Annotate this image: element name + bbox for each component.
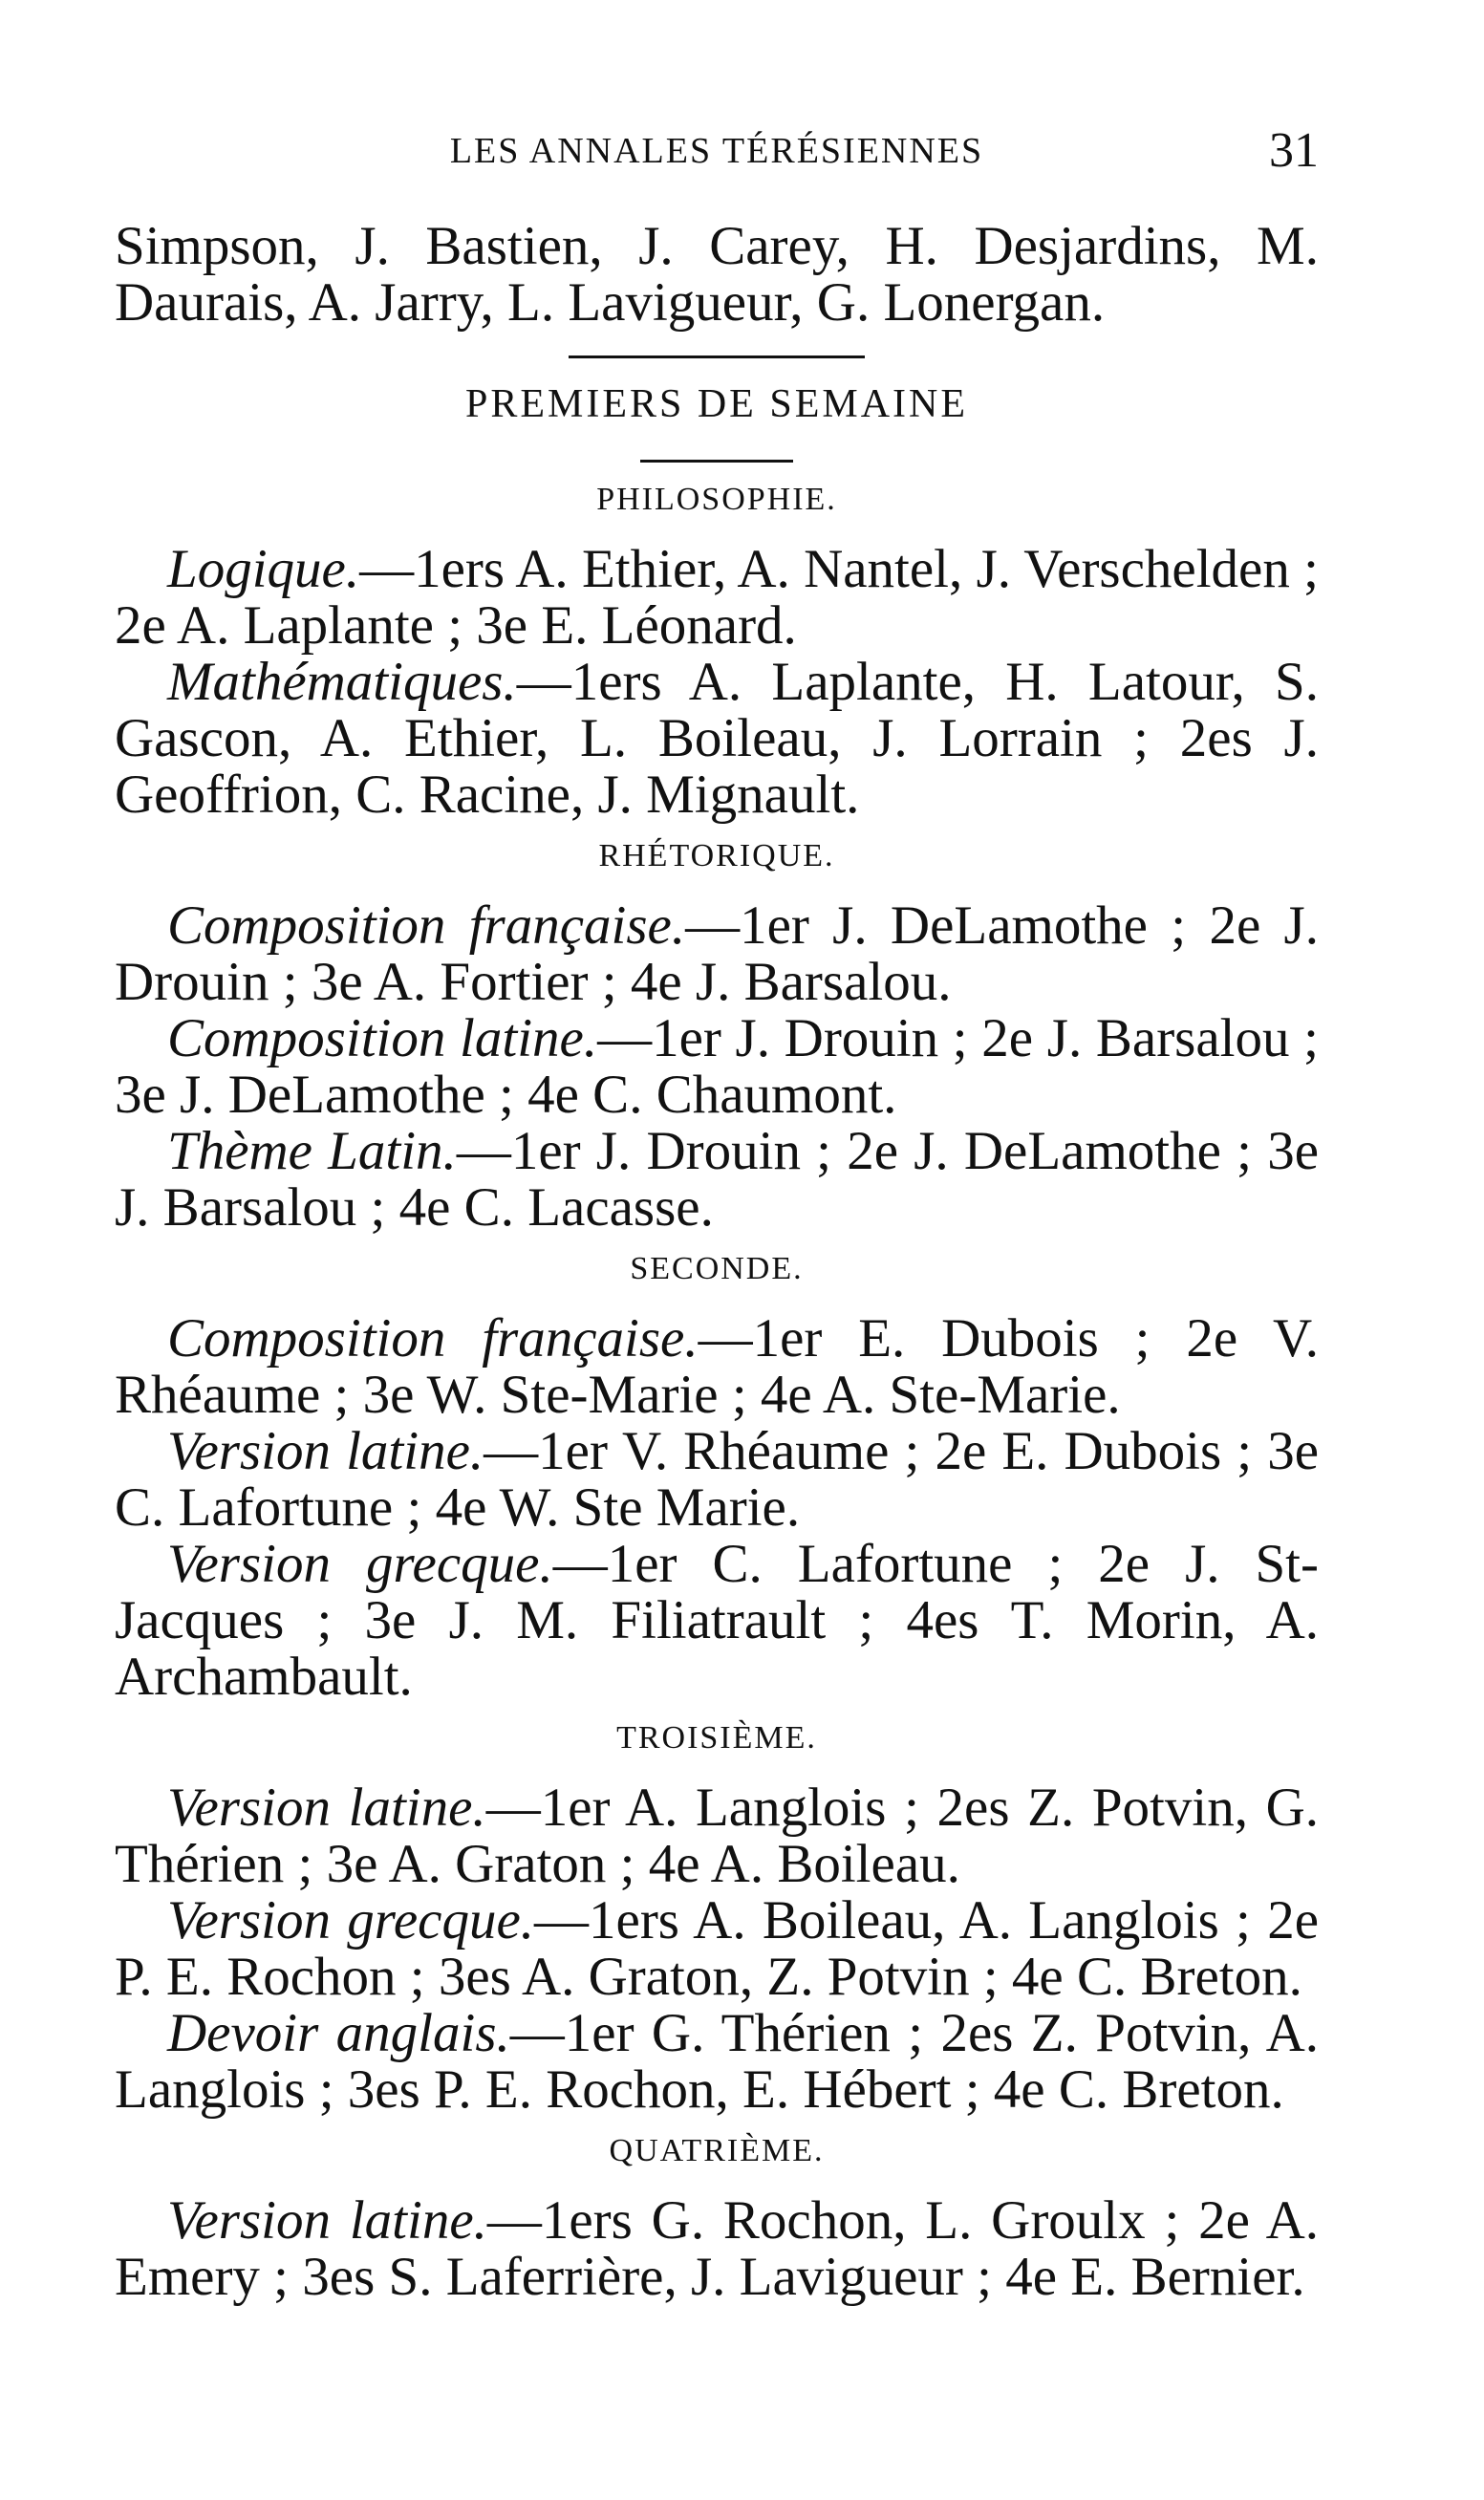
entry-paragraph [115,1123,1319,1236]
section-divider [640,460,793,463]
entry-text: —1er V. Rhéaume ; 2e E. Dubois ; 3e C. Lafortune ; 4e W. Ste Marie. [115,1421,1319,1538]
entry-text: —1er A. Langlois ; 2es Z. Potvin, G. Thérien ; 3e A. Graton ; 4e A. Boileau. [115,1778,1319,1894]
entry-paragraph [115,1310,1319,1423]
entry-label: Logique. [167,539,360,599]
main-heading: PREMIERS DE SEMAINE [464,382,969,426]
entry-text: —1ers A. Boileau, A. Langlois ; 2e P. E. Rochon ; 3es A. Graton, Z. Potvin ; 4e C. Breton. [115,1890,1320,2007]
entry-label: Composition française. [167,895,686,956]
entry-text: —1er C. Lafortune ; 2e J. St-Jacques ; 3e J. M. Filiatrault ; 4es T. Morin, A. Archambault. [115,1534,1320,1707]
entry-label: Mathématiques. [167,652,517,712]
running-head [115,122,1319,180]
entry-label: Version grecque. [167,1534,553,1594]
entry-label: Version latine. [167,1778,486,1838]
entry-paragraph [115,2005,1319,2118]
entry-label: Thème Latin. [167,1121,457,1181]
entry-paragraph [115,1010,1319,1123]
intro-paragraph: Simpson, J. Bastien, J. Carey, H. Desjardins, M. Daurais, A. Jarry, L. Lavigueur, G. Lonergan. [115,216,1319,333]
entry-paragraph [115,1779,1319,1892]
entry-paragraph [115,1536,1319,1705]
entry-text: —1ers A. Ethier, A. Nantel, J. Verschelden ; 2e A. Laplante ; 3e E. Léonard. [115,539,1319,656]
entry-label: Devoir anglais. [167,2003,510,2063]
entry-paragraph [115,1423,1319,1536]
section-heading-quatrieme: QUATRIÈME. [609,2133,825,2168]
page-body [115,218,1319,2305]
entry-paragraph [115,1892,1319,2005]
section-divider [569,356,865,358]
entry-paragraph [115,2192,1319,2305]
section-heading-troisieme: TROISIÈME. [616,1720,817,1756]
entry-text: —1er J. Drouin ; 2e J. DeLamothe ; 3e J. Barsalou ; 4e C. Lacasse. [115,1121,1319,1238]
section-heading-rhetorique: RHÉTORIQUE. [598,838,835,873]
entry-text: —1ers G. Rochon, L. Groulx ; 2e A. Emery ; 3es S. Laferrière, J. Lavigueur ; 4e E. Bernier. [115,2190,1319,2307]
entry-text: —1er E. Dubois ; 2e V. Rhéaume ; 3e W. Ste-Marie ; 4e A. Ste-Marie. [115,1308,1320,1425]
page-number: 31 [1269,123,1319,178]
entry-text: —1er J. DeLamothe ; 2e J. Drouin ; 3e A. Fortier ; 4e J. Barsalou. [115,895,1319,1012]
section-heading-seconde: SECONDE. [630,1251,804,1286]
entry-paragraph [115,541,1319,654]
entry-label: Composition latine. [167,1008,598,1068]
running-title: LES ANNALES TÉRÉSIENNES [449,131,984,171]
entry-label: Version latine. [167,2190,487,2251]
entry-label: Composition française. [167,1308,699,1369]
entry-paragraph [115,897,1319,1010]
entry-label: Version grecque. [167,1890,535,1950]
entry-paragraph [115,654,1319,823]
section-heading-philosophie: PHILOSOPHIE. [596,482,837,517]
entry-label: Version latine. [167,1421,484,1481]
entry-text: —1ers A. Laplante, H. Latour, S. Gascon, A. Ethier, L. Boileau, J. Lorrain ; 2es J. Geoffrion, C. Racine, J. Mignault. [115,652,1319,825]
entry-text: —1er J. Drouin ; 2e J. Barsalou ; 3e J. DeLamothe ; 4e C. Chaumont. [115,1008,1320,1125]
entry-text: —1er G. Thérien ; 2es Z. Potvin, A. Langlois ; 3es P. E. Rochon, E. Hébert ; 4e C. Breton. [115,2003,1319,2120]
